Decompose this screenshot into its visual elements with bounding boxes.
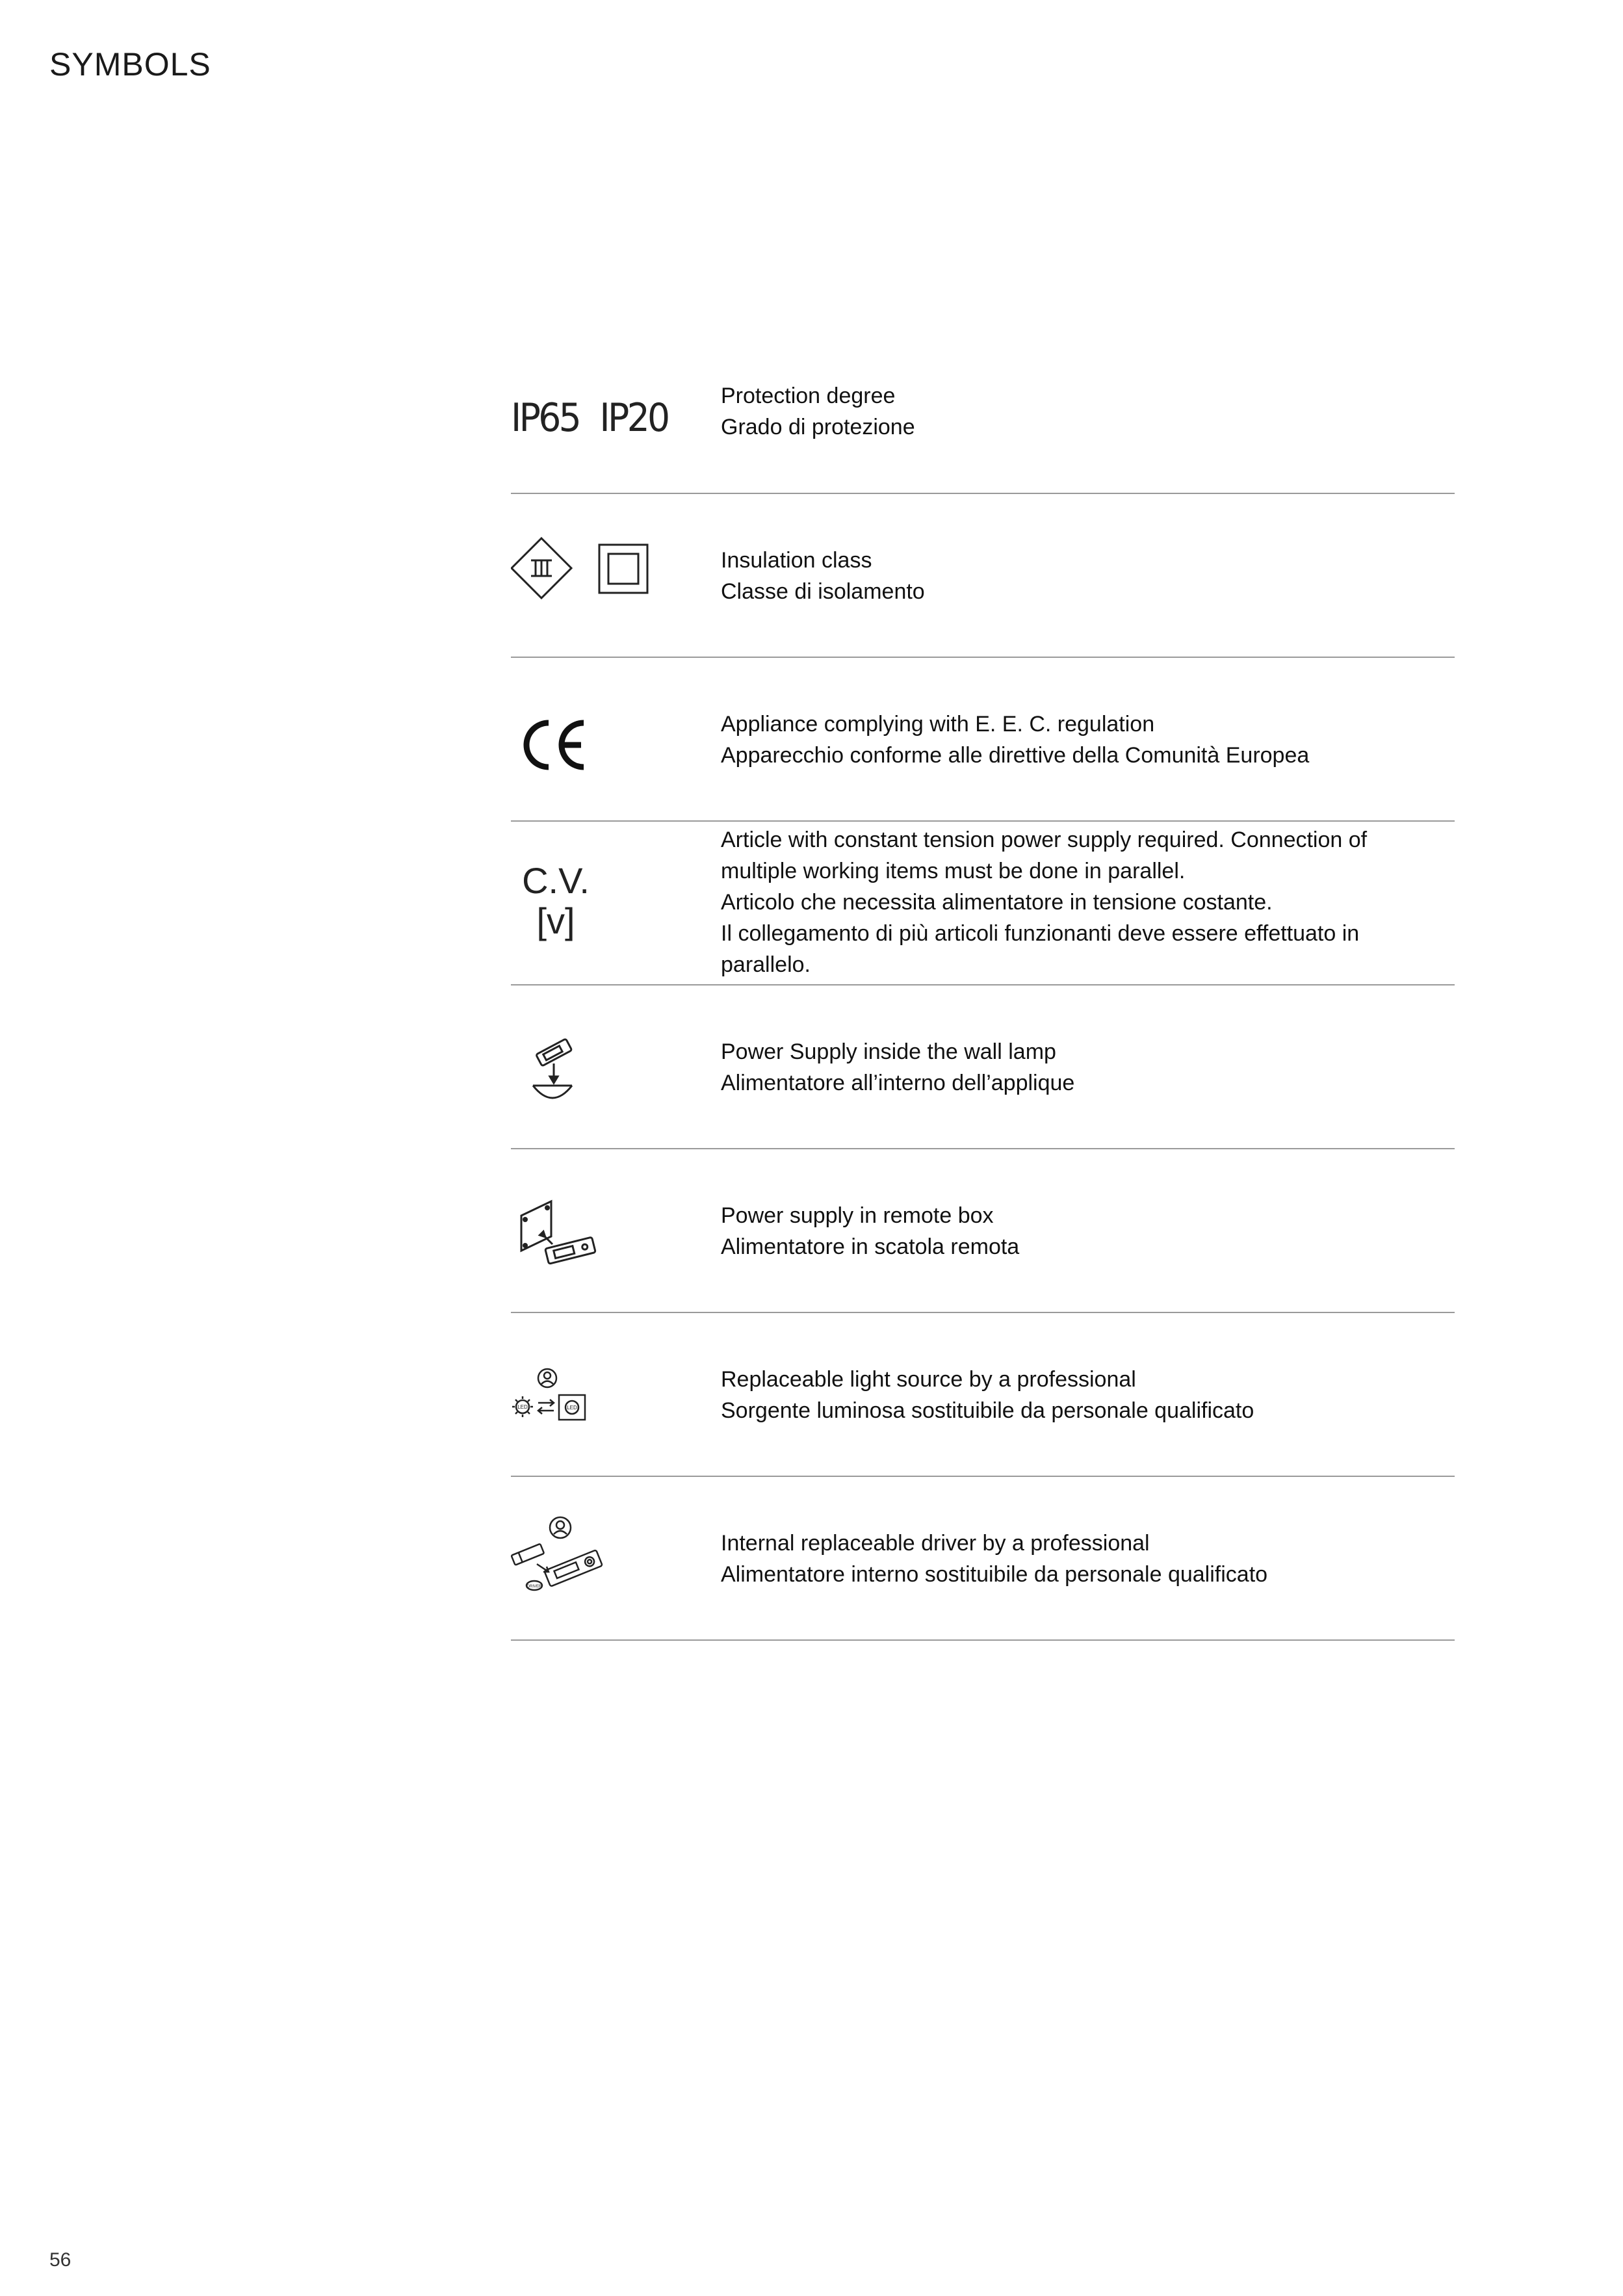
symbol-row-insulation-class: [511, 494, 1455, 658]
ce-mark-icon: [521, 716, 599, 775]
symbol-row-replaceable-driver: [511, 1477, 1455, 1641]
power-supply-remote-box-icon: [515, 1196, 612, 1274]
description-en: Insulation class: [721, 548, 872, 573]
description-en: Replaceable light source by a professional: [721, 1367, 1136, 1392]
description-it: Alimentatore all’interno dell’applique: [721, 1071, 1075, 1095]
v-label: [v]: [536, 900, 575, 941]
description-en: Protection degree: [721, 384, 896, 408]
led-label-old: LED: [517, 1404, 528, 1410]
power-supply-inside-lamp-icon: [530, 1037, 602, 1109]
description-it: Apparecchio conforme alle direttive della Comunità Europea: [721, 743, 1310, 768]
cv-label: C.V.: [522, 860, 590, 901]
constant-voltage-icon: [511, 822, 693, 985]
symbol-description: [721, 824, 1455, 980]
description-it: Grado di protezione: [721, 415, 915, 439]
ip65-label: IP65: [511, 395, 580, 441]
description-line: Il collegamento di più articoli funzionanti deve essere effettuato in: [721, 921, 1360, 946]
symbol-description: [721, 545, 1455, 607]
symbol-row-power-supply-inside: [511, 985, 1455, 1149]
description-line: Article with constant tension power supply required. Connection of: [721, 828, 1368, 852]
symbol-description: [721, 380, 1455, 443]
symbol-description: [721, 709, 1455, 771]
symbol-row-constant-voltage: [511, 822, 1455, 985]
row-divider: [511, 1639, 1455, 1641]
symbol-row-replaceable-light-source: [511, 1313, 1455, 1477]
description-it: Classe di isolamento: [721, 579, 925, 604]
ip20-label: IP20: [599, 395, 668, 441]
replaceable-driver-icon: [511, 1512, 608, 1597]
symbol-row-power-supply-remote: [511, 1149, 1455, 1313]
ip-rating-icon: [511, 351, 693, 494]
insulation-class-icon: [511, 533, 654, 611]
symbol-description: [721, 1036, 1455, 1099]
description-it: Sorgente luminosa sostituibile da personale qualificato: [721, 1398, 1254, 1423]
page-number: 56: [49, 2249, 71, 2271]
driver-label: DRIVER: [526, 1585, 542, 1589]
symbol-description: [721, 1528, 1455, 1590]
description-it: Alimentatore in scatola remota: [721, 1234, 1020, 1259]
description-en: Power Supply inside the wall lamp: [721, 1039, 1056, 1064]
led-label-new: LED: [567, 1405, 577, 1411]
description-it: Alimentatore interno sostituibile da personale qualificato: [721, 1562, 1268, 1587]
description-en: Power supply in remote box: [721, 1203, 994, 1228]
description-line: parallelo.: [721, 952, 811, 977]
symbol-row-ce-mark: [511, 658, 1455, 822]
replaceable-light-source-icon: [511, 1365, 602, 1430]
symbol-description: [721, 1200, 1455, 1262]
symbol-row-protection-degree: [511, 351, 1455, 494]
description-en: Appliance complying with E. E. C. regulation: [721, 712, 1155, 737]
description-line: multiple working items must be done in parallel.: [721, 859, 1186, 883]
description-line: Articolo che necessita alimentatore in tensione costante.: [721, 890, 1273, 915]
symbol-description: [721, 1364, 1455, 1426]
description-en: Internal replaceable driver by a professional: [721, 1531, 1150, 1556]
page-title: SYMBOLS: [49, 46, 211, 83]
